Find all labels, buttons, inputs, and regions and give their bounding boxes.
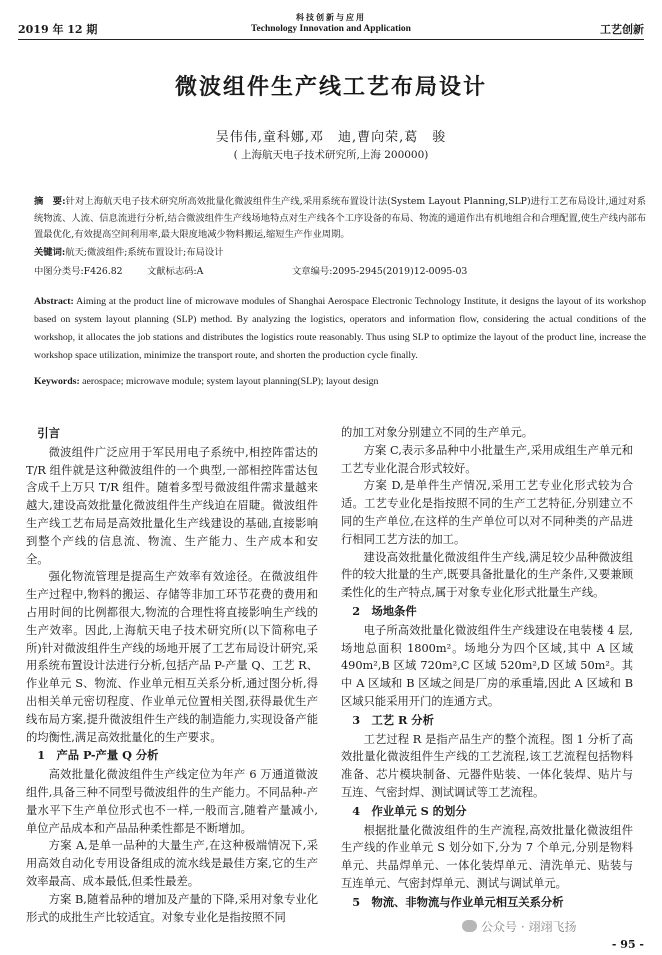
affiliation: ( 上海航天电子技术研究所,上海 200000) [233, 149, 429, 161]
section-4-paragraph: 根据批量化微波组件的生产流程,高效批量化微波组件生产线的作业单元 S 划分如下,分为 7 个单元,分别是物料单元、共晶焊单元、一体化装焊单元、清洗单元、贴装与互连单元、气密封焊单元、测试与调试单元。 [341, 823, 633, 890]
issue-label: 2019 年 12 期 [18, 23, 98, 36]
abstract-en [34, 293, 646, 365]
watermark-text: 公众号 · 翊翊飞扬 [481, 920, 577, 934]
abstract-cn [34, 194, 646, 244]
continued-paragraph: 的加工对象分别建立不同的生产单元。 [341, 426, 534, 439]
page-number: - 95 - [611, 938, 644, 951]
document-code: 文献标志码:A [147, 266, 204, 277]
abstract-en-label: Abstract: [34, 296, 74, 307]
right-column [341, 424, 633, 913]
section-1-paragraph-3: 方案 B,随着品种的增加及产量的下降,采用对象专业化形式的成批生产比较适宜。对象专业化是指按照不同 [26, 892, 318, 924]
section-2-paragraph: 电子所高效批量化微波组件生产线建设在电装楼 4 层,场地总面积 1800m²。场地分为四个区域,其中 A 区域 490m²,B 区域 720m²,C 区域 520m²,D 区域 50m²。其中 A 区域和 B 区域之间是厂房的承重墙,因此 A 区域和 B 区域只能采用开门的连通方式。 [341, 623, 633, 708]
intro-heading: 引言 [37, 426, 60, 440]
section-5-heading: 5 物流、非物流与作业单元相互关系分析 [352, 894, 564, 909]
section-3-paragraph: 工艺过程 R 是指产品生产的整个流程。图 1 分析了高效批量化微波组件生产线的工艺流程,该工艺流程包括物料准备、芯片模块制备、元器件贴装、一体化装焊、贴片与互连、气密封焊、测试调试等工艺流程。 [341, 732, 633, 799]
authors: 吴伟伟,童科娜,邓 迪,曹向荣,葛 骏 [215, 130, 447, 145]
watermark [462, 918, 576, 935]
intro-paragraph-1: 微波组件广泛应用于军民用电子系统中,相控阵雷达的 T/R 组件就是这种微波组件的一个典型,一部相控阵雷达包含成千上万只 T/R 组件。随着多型号微波组件需求量越来越大,建设高效批量化微波组件生产线迫在眉睫。微波组件生产线工艺布局是高效批量化生产线建设的基础,直接影响到整个产线的信息流、物流、生产能力、生产成本和安全。 [26, 445, 318, 566]
keywords-cn [34, 244, 646, 258]
intro-paragraph-2: 强化物流管理是提高生产效率有效途径。在微波组件生产过程中,物料的搬运、存储等非加工环节花费的费用和占用时间的比例都很大,物流的合理性将直接影响生产线的生产效率。因此,上海航天电子技术研究所(以下简称电子所)针对微波组件生产线的场地开展了工艺布局设计研究,采用系统布置设计法进行分析,包括产品 P-产量 Q、工艺 R、作业单元 S、物流、作业单元相互关系分析,通过图分析,得出相关单元密切程度、作业单元位置相关图,获得最优生产线布局方案,提升微波组件生产线的制造能力,实现设备产能的均衡性,满足高效批量化的生产要求。 [26, 570, 318, 744]
left-column [26, 424, 318, 926]
section-1-paragraph-1: 高效批量化微波组件生产线定位为年产 6 万通道微波组件,具备三种不同型号微波组件的生产能力。不同品种-产量水平下生产单位形式也不一样,一般而言,随着产量减小,单位产品成本和产品品种柔性都是不断增加。 [26, 768, 318, 835]
abstract-cn-label: 摘 要: [34, 196, 66, 207]
production-line-paragraph: 建设高效批量化微波组件生产线,满足较少品种微波组件的较大批量的生产,既要具备批量化的生产条件,又要兼顾柔性化的生产特点,属于对象专业化形式批量生产线。 [341, 550, 633, 600]
keywords-cn-text: 航天;微波组件;系统布置设计;布局设计 [65, 247, 224, 258]
abstract-cn-text: 针对上海航天电子技术研究所高效批量化微波组件生产线,采用系统布置设计法(System Layout Planning,SLP)进行工艺布局设计,通过对系统物流、人流、信息流进行分析,结合微波组件生产线场地特点对生产线各个工序设备的布局、物流的通道作出有机地组合和合理配置,使生产线内部布置最优化,有效提高空间利用率,最大限度地减少物料搬运,缩短生产作业周期。 [34, 196, 646, 240]
scheme-d-paragraph: 方案 D,是单件生产情况,采用工艺专业化形式较为合适。工艺专业化是指按照不同的生产工艺特征,分别建立不同的生产单位,在这样的生产单位可以对不同种类的产品进行相同工艺方法的加工。 [341, 479, 633, 546]
section-1-paragraph-2: 方案 A,是单一品种的大量生产,在这种极端情况下,采用高效自动化专用设备组成的流水线是最佳方案,它的生产效率最高、成本最低,但柔性最差。 [26, 839, 318, 888]
clc-code: 中图分类号:F426.82 [34, 266, 123, 277]
article-number: 文章编号:2095-2945(2019)12-0095-03 [292, 266, 468, 277]
journal-header [0, 12, 662, 34]
section-label: 工艺创新 [600, 23, 644, 36]
keywords-en-label: Keywords: [34, 376, 80, 387]
section-3-heading: 3 工艺 R 分析 [352, 712, 434, 727]
header-rule [18, 39, 644, 40]
wechat-icon [462, 920, 477, 932]
section-4-heading: 4 作业单元 S 的划分 [352, 803, 467, 818]
paper-title: 微波组件生产线工艺布局设计 [174, 74, 487, 100]
journal-name-cn: 科技创新与应用 [296, 12, 366, 22]
journal-name-en: Technology Innovation and Application [251, 24, 411, 34]
scheme-c-paragraph: 方案 C,表示多品种中小批量生产,采用成组生产单元和工艺专业化混合形式较好。 [341, 443, 633, 475]
section-1-heading: 1 产品 P-产量 Q 分析 [37, 748, 159, 763]
keywords-en-text: aerospace; microwave module; system layout planning(SLP); layout design [82, 376, 379, 387]
section-2-heading: 2 场地条件 [352, 603, 417, 618]
keywords-cn-label: 关键词: [34, 247, 66, 258]
keywords-en [34, 376, 646, 387]
abstract-en-text: Aiming at the product line of microwave modules of Shanghai Aerospace Electronic Technology Institute, it designs the layout of its workshop based on system layout planning (SLP) method. By analyzing the logistics, operators and information flow, considering the actual conditions of the workshop, it allocates the job stations and distributes the logistics route reasonably. Thus using SLP to optimize the layout of the product line, increase the workshop space utilization, minimize the transport route, and shorten the production cycle finally. [34, 296, 646, 361]
